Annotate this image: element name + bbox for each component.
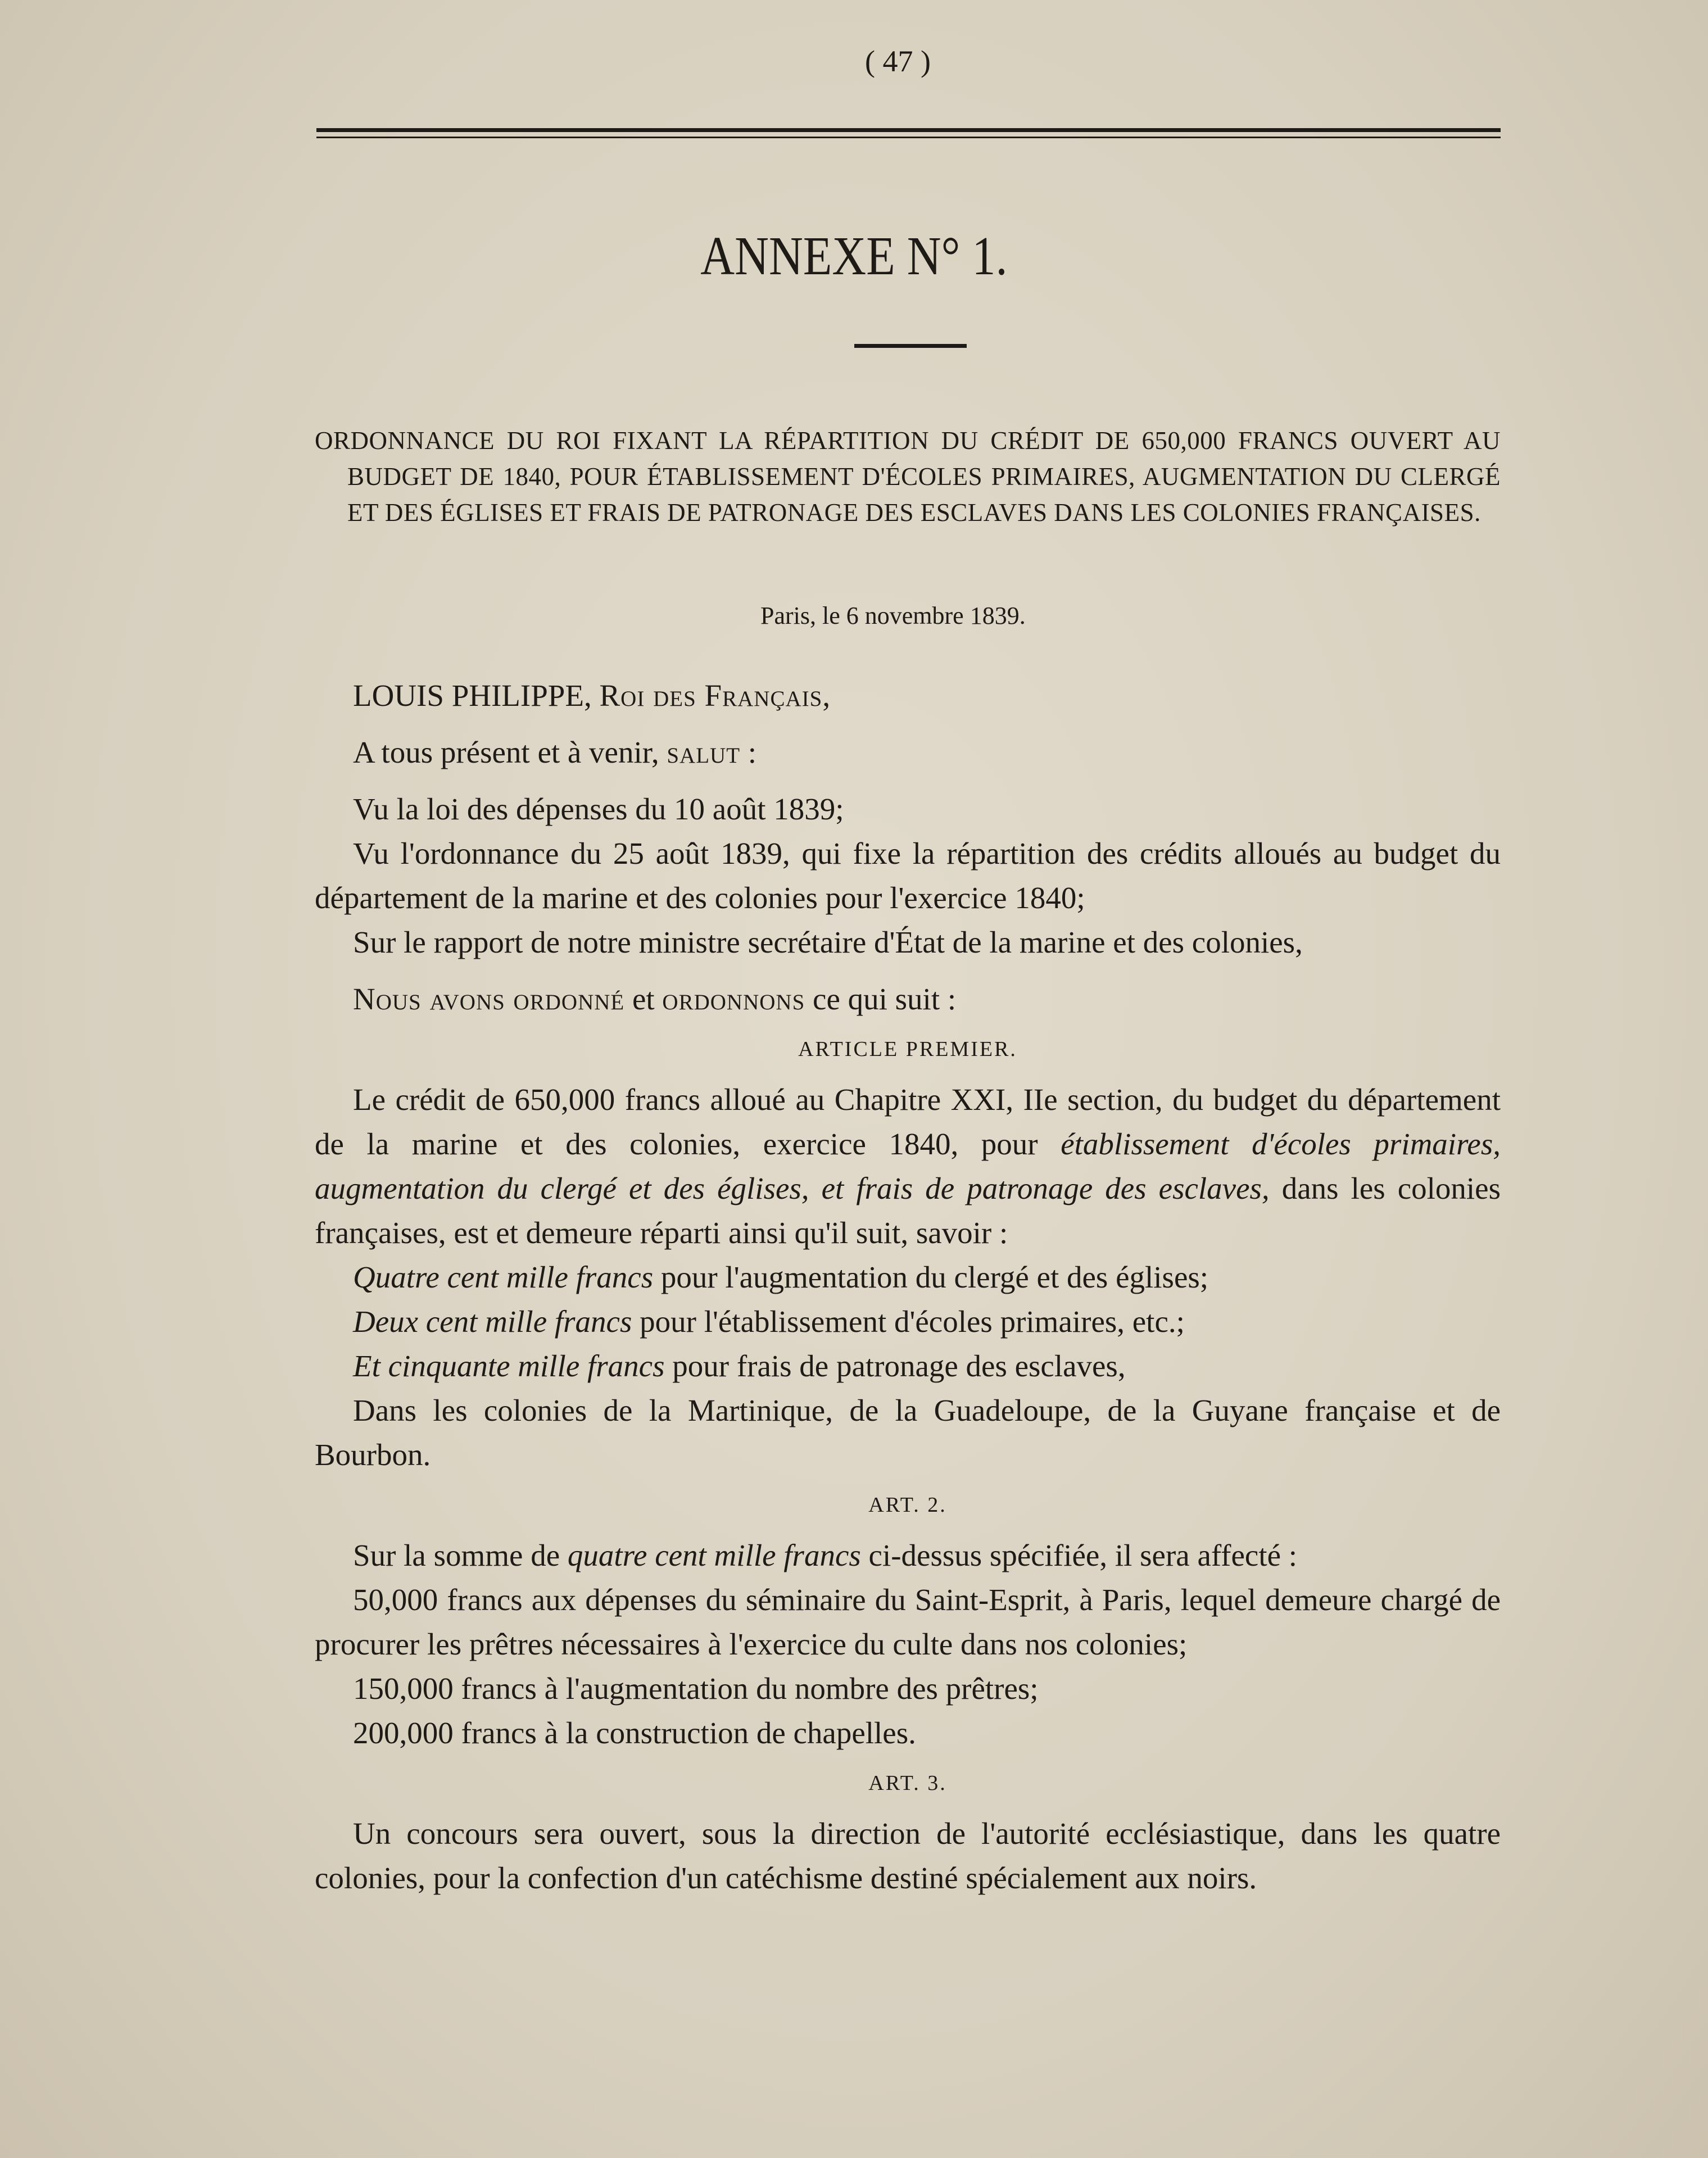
header-rule-thin bbox=[316, 137, 1501, 138]
salut-prefix: A tous présent et à venir, bbox=[353, 735, 659, 769]
page-number: ( 47 ) bbox=[865, 44, 931, 78]
nous-avons: Nous avons ordonné bbox=[353, 982, 625, 1016]
item-purpose: pour l'augmentation du clergé et des églises; bbox=[660, 1260, 1209, 1294]
article-2-item: 150,000 francs à l'augmentation du nombre des prêtres; bbox=[353, 1671, 1039, 1706]
article-1-item bbox=[315, 1255, 1501, 1299]
article-3-text: Un concours sera ouvert, sous la direction de l'autorité ecclésiastique, dans les quatre colonies, pour la confection d'un catéchisme destiné spécialement aux noirs. bbox=[315, 1816, 1501, 1895]
article-2-intro-end: ci-dessus spécifiée, il sera affecté : bbox=[868, 1538, 1298, 1572]
header-rule-thick bbox=[316, 128, 1501, 132]
article-1-title: ARTICLE PREMIER. bbox=[798, 1037, 1017, 1061]
article-2-intro bbox=[315, 1533, 1501, 1577]
article-3-title: ART. 3. bbox=[868, 1771, 947, 1795]
ordonnons-line bbox=[315, 977, 1501, 1021]
article-1-item bbox=[315, 1344, 1501, 1388]
article-1-closing: Dans les colonies de la Martinique, de la Guadeloupe, de la Guyane française et de Bourbon. bbox=[315, 1393, 1501, 1472]
ordonnons-word: ordonnons bbox=[662, 982, 805, 1016]
article-2-item: 200,000 francs à la construction de chapelles. bbox=[353, 1716, 916, 1750]
item-amount: Quatre cent mille francs bbox=[353, 1260, 654, 1294]
ordinance-heading: ORDONNANCE DU ROI FIXANT LA RÉPARTITION DU CRÉDIT DE 650,000 FRANCS OUVERT AU BUDGET DE 1840, POUR ÉTABLISSEMENT D'ÉCOLES PRIMAIRES, AUGMENTATION DU CLERGÉ ET DES ÉGLISES ET FRAIS DE PATRONAGE DES ESCLAVES DANS LES COLONIES FRANÇAISES. bbox=[315, 427, 1501, 527]
king-name: LOUIS PHILIPPE bbox=[353, 678, 584, 713]
article-1-text bbox=[315, 1077, 1501, 1255]
article-1-item bbox=[315, 1299, 1501, 1344]
preamble-salut: A tous présent et à venir, salut : bbox=[353, 735, 757, 769]
item-purpose: pour frais de patronage des esclaves, bbox=[672, 1349, 1126, 1383]
item-amount: Et cinquante mille francs bbox=[353, 1349, 665, 1383]
article-1-text-end: dans les colonies françaises, est et demeure réparti ainsi qu'il suit, savoir : bbox=[315, 1171, 1501, 1250]
vu-ordonnance: Vu l'ordonnance du 25 août 1839, qui fixe la répartition des crédits alloués au budget du département de la marine et des colonies pour l'exercice 1840; bbox=[315, 836, 1501, 915]
king-title: Roi des Français bbox=[599, 678, 823, 713]
article-2-intro-italic: quatre cent mille francs bbox=[567, 1538, 861, 1572]
item-amount: Deux cent mille francs bbox=[353, 1304, 632, 1339]
article-1-text-italic: établissement d'écoles primaires, augmentation du clergé et des églises, et frais de patronage des esclaves, bbox=[315, 1127, 1501, 1205]
article-2-intro-start: Sur la somme de bbox=[353, 1538, 560, 1572]
title-underline bbox=[854, 344, 967, 348]
et-word: et bbox=[632, 982, 655, 1016]
article-2-item: 50,000 francs aux dépenses du séminaire du Saint-Esprit, à Paris, lequel demeure chargé de procurer les prêtres nécessaires à l'exercice du culte dans nos colonies; bbox=[315, 1583, 1501, 1661]
annex-title: ANNEXE N° 1. bbox=[700, 226, 1008, 287]
article-1-text-start: Le crédit de 650,000 francs alloué au Chapitre XXI, IIe section, du budget du département de la marine et des colonies, exercice 1840, pour bbox=[315, 1082, 1501, 1161]
item-purpose: pour l'établissement d'écoles primaires, etc.; bbox=[640, 1304, 1185, 1339]
article-2-title: ART. 2. bbox=[868, 1493, 947, 1517]
preamble-king: LOUIS PHILIPPE, Roi des Français, bbox=[353, 678, 831, 713]
salut-word: salut bbox=[667, 735, 741, 769]
ordinance-body bbox=[315, 673, 1501, 1900]
sur-rapport: Sur le rapport de notre ministre secrétaire d'État de la marine et des colonies, bbox=[353, 925, 1303, 959]
ce-qui-suit: ce qui suit : bbox=[813, 982, 957, 1016]
vu-loi: Vu la loi des dépenses du 10 août 1839; bbox=[353, 792, 844, 826]
dateline: Paris, le 6 novembre 1839. bbox=[760, 602, 1026, 629]
